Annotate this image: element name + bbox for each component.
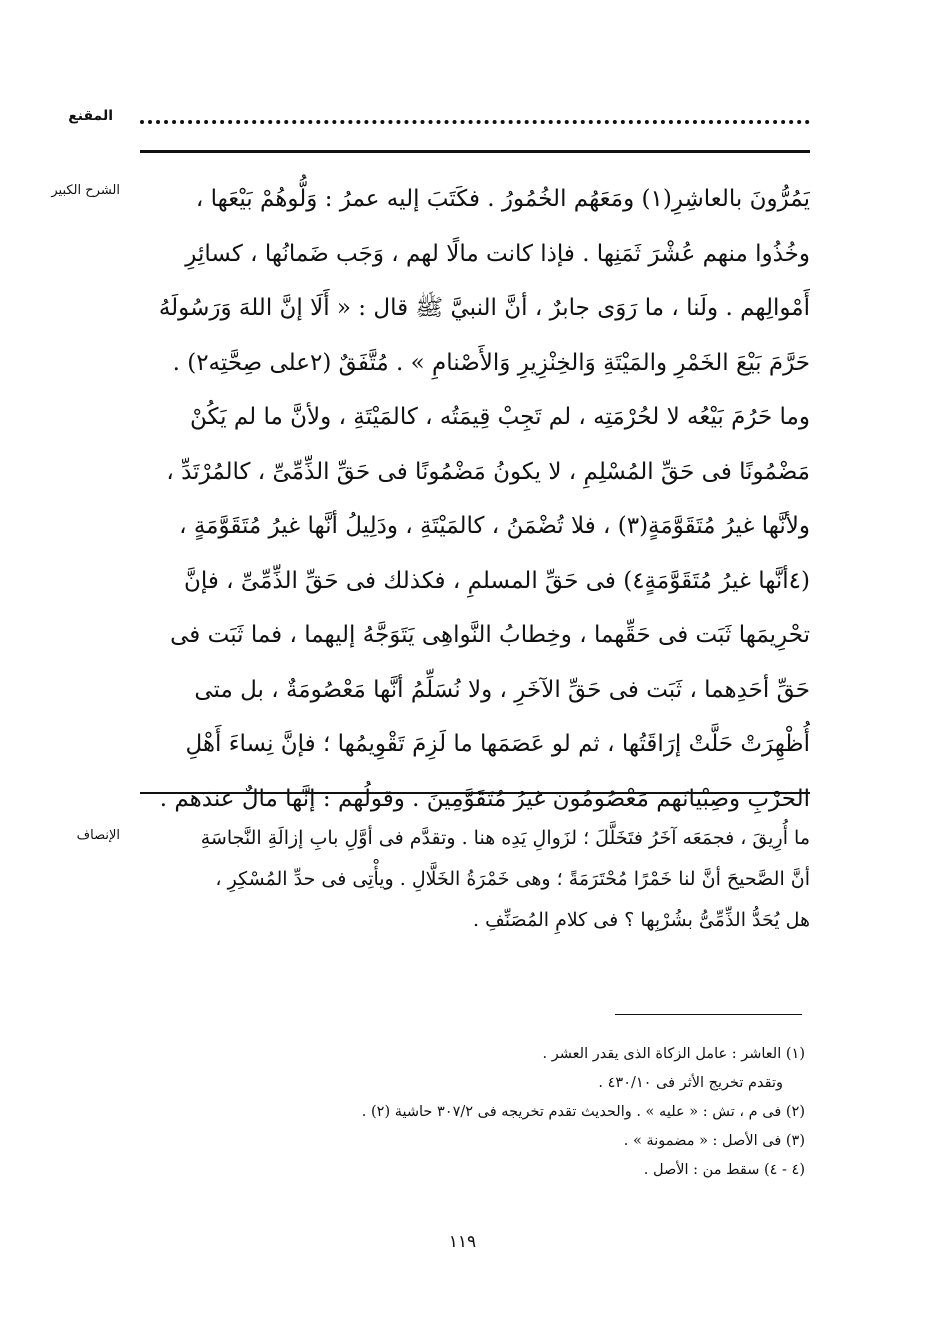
header-thick-rule bbox=[140, 150, 810, 153]
sidebar-label-insaf: الإنصاف bbox=[76, 828, 120, 843]
footnote-line: (٣) فى الأصل : « مضمونة » . bbox=[623, 1133, 805, 1149]
header-dotted-rule bbox=[140, 120, 810, 124]
insaf-line: هل يُحَدُّ الذِّمِّىُّ بشُرْبِها ؟ فى كلامِ المُصَنِّفِ . bbox=[473, 909, 810, 931]
footnote-line: (٢) فى م ، تش : « عليه » . والحديث تقدم تخريجه فى ٣٠٧/٢ حاشية (٢) . bbox=[361, 1104, 805, 1120]
page-number: ١١٩ bbox=[448, 1232, 477, 1252]
main-line: يَمُرُّونَ بالعاشِرِ(١) ومَعَهُم الخُمُورُ . فكَتَبَ إليه عمرُ : وَلُّوهُمْ بَيْعَها ، bbox=[195, 186, 810, 212]
insaf-line: ما أُرِيقَ ، فجمَعَه آخَرُ فتَخَلَّلَ ؛ لزَوالِ يَدِه هنا . وتقدَّم فى أوَّلِ بابِ إزالَةِ النَّجاسَةِ bbox=[200, 827, 810, 849]
main-line: حَرَّمَ بَيْعَ الخَمْرِ والمَيْتَةِ وَالخِنْزِيرِ وَالأَصْنامِ » . مُتَّفَقٌ (٢على صِحَّتِه٢) . bbox=[172, 349, 810, 376]
footnote-line: (١) العاشر : عامل الزكاة الذى يقدر العشر . bbox=[542, 1046, 805, 1062]
insaf-line: أنَّ الصَّحيحَ أنَّ لنا خَمْرًا مُحْتَرَمَةً ؛ وهى خَمْرَةُ الخَلَّالِ . ويأْتِى فى حدِّ المُسْكِرِ ، bbox=[215, 868, 810, 890]
sidebar-label-sharh: الشرح الكبير bbox=[51, 183, 120, 198]
main-line: تحْرِيمَها ثَبَت فى حَقِّهما ، وخِطابُ النَّواهِى يَتَوَجَّهُ إليهما ، فما ثَبَت فى bbox=[170, 622, 810, 648]
main-line: وخُذُوا منهم عُشْرَ ثَمَنِها . فإذا كانت مالًا لهم ، وَجَب ضَمانُها ، كسائِرِ bbox=[185, 240, 810, 267]
main-line: حَقِّ أحَدِهما ، ثَبَت فى حَقِّ الآخَرِ ، ولا نُسَلِّمُ أنَّها مَعْصُومَةٌ ، بل متى bbox=[194, 676, 810, 703]
main-line: أُظْهِرَتْ حَلَّتْ إرَاقَتُها ، ثم لو عَصَمَها ما لَزِمَ تَقْوِيمُها ؛ فإنَّ نِساءَ أَهْلِ bbox=[185, 731, 810, 757]
book-title-header: المقنع bbox=[68, 108, 113, 124]
footnote-line: وتقدم تخريج الأثر فى ٤٣٠/١٠ . bbox=[598, 1075, 783, 1091]
insaf-text bbox=[130, 818, 810, 941]
main-line: ولأنَّها غيرُ مُتَقَوَّمَةٍ(٣) ، فلا تُضْمَنُ ، كالمَيْتَةِ ، ودَلِيلُ أنَّها غيرُ مُتَقَوَّمَةٍ ، bbox=[179, 513, 810, 539]
main-line: مَضْمُونًا فى حَقِّ المُسْلِمِ ، لا يكونُ مَضْمُونًا فى حَقِّ الذِّمِّىِّ ، كالمُرْتَدِّ ، bbox=[166, 458, 810, 485]
footnote-rule bbox=[615, 1014, 802, 1015]
main-line: أَمْوالِهم . ولَنا ، ما رَوَى جابرٌ ، أنَّ النبيَّ ﷺ قال : « أَلَا إنَّ اللهَ وَرَسُولَهُ bbox=[158, 295, 810, 321]
footnote-line: (٤ - ٤) سقط من : الأصل . bbox=[643, 1162, 805, 1178]
section-divider-rule bbox=[140, 792, 810, 794]
main-line: الحَرْبِ وصِبْيانَهم مَعْصُومُونَ غيرُ مُتَقَوَّمِينَ . وقولُهم : إنَّها مالٌ عندَهم . bbox=[159, 785, 810, 812]
main-line: (٤أنَّها غيرُ مُتَقَوَّمَةٍ٤) فى حَقِّ المسلمِ ، فكذلك فى حَقِّ الذِّمِّىِّ ، فإنَّ bbox=[183, 567, 810, 594]
main-line: وما حَرُمَ بَيْعُه لا لحُرْمَتِه ، لم تَجِبْ قِيمَتُه ، كالمَيْتَةِ ، ولأنَّ ما لم يَكُنْ bbox=[189, 404, 810, 430]
main-commentary-text bbox=[130, 172, 810, 826]
footnotes bbox=[200, 1040, 805, 1185]
